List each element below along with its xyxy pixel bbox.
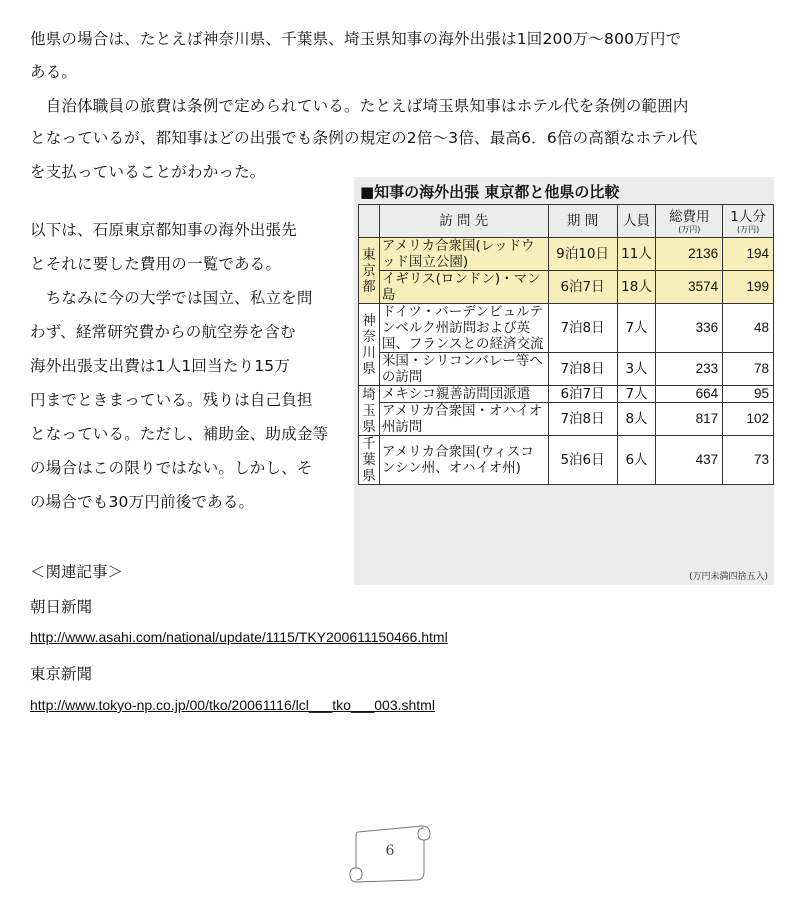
paragraph-line: ある。 (30, 63, 78, 81)
paragraph-line: 自治体職員の旅費は条例で定められている。たとえば埼玉県知事はホテル代を条例の範囲内 (30, 97, 689, 115)
paragraph-line: とそれに要した費用の一覧である。 (30, 255, 282, 273)
total-header-unit: (万円) (678, 224, 701, 234)
paragraph-line: 以下は、石原東京都知事の海外出張先 (30, 221, 297, 239)
related-heading: ＜関連記事＞ (30, 563, 124, 581)
per-person-cell: 199 (723, 271, 774, 304)
total-cell: 2136 (656, 238, 723, 271)
total-cell: 336 (656, 304, 723, 353)
destination-cell: アメリカ合衆国・オハイオ州訪問 (379, 403, 548, 436)
destination-header: 訪 問 先 (379, 205, 548, 238)
page-number: 6 (385, 843, 395, 859)
destination-cell: イギリス(ロンドン)・マン島 (379, 271, 548, 304)
per-person-cell: 73 (723, 436, 774, 485)
total-cell: 3574 (656, 271, 723, 304)
total-cell: 233 (656, 353, 723, 386)
people-cell: 7人 (617, 386, 656, 403)
paragraph-line: 他県の場合は、たとえば神奈川県、千葉県、埼玉県知事の海外出張は1回200万～800万円で (30, 30, 682, 48)
destination-cell: 米国・シリコンバレー等への訪問 (379, 353, 548, 386)
per-person-cell: 102 (723, 403, 774, 436)
destination-cell: メキシコ親善訪問団派遣 (379, 386, 548, 403)
group-header-cell (359, 205, 380, 238)
people-cell: 6人 (617, 436, 656, 485)
people-cell: 7人 (617, 304, 656, 353)
comparison-table (358, 204, 774, 485)
per-person-cell: 48 (723, 304, 774, 353)
table-row (359, 353, 774, 386)
table-row (359, 436, 774, 485)
table-header-row (359, 205, 774, 238)
period-cell: 6泊7日 (548, 386, 617, 403)
people-cell: 11人 (617, 238, 656, 271)
page-number-scroll (348, 822, 432, 884)
people-cell: 8人 (617, 403, 656, 436)
per-person-cell: 78 (723, 353, 774, 386)
per-person-header-label: 1人分 (730, 208, 766, 225)
period-header: 期 間 (548, 205, 617, 238)
source-tokyo: 東京新聞 (30, 665, 93, 683)
destination-cell: ドイツ・バーデンビュルテンベルク州訪問および英国、フランスとの経済交流 (379, 304, 548, 353)
per-person-cell: 194 (723, 238, 774, 271)
group-label-kanagawa: 神 奈 川 県 (359, 304, 380, 386)
paragraph-line: の場合はこの限りではない。しかし、そ (30, 459, 313, 477)
table-row (359, 271, 774, 304)
period-cell: 9泊10日 (548, 238, 617, 271)
source-asahi: 朝日新聞 (30, 598, 93, 616)
period-cell: 5泊6日 (548, 436, 617, 485)
period-cell: 7泊8日 (548, 403, 617, 436)
table-row (359, 403, 774, 436)
per-person-cell: 95 (723, 386, 774, 403)
tokyo-article-link[interactable]: http://www.tokyo-np.co.jp/00/tko/20061116/lcl___tko___003.shtml (30, 697, 435, 713)
figure-title: ■知事の海外出張 東京都と他県の比較 (360, 183, 620, 201)
total-header-label: 総費用 (669, 208, 710, 225)
total-cell: 437 (656, 436, 723, 485)
paragraph-line: の場合でも30万円前後である。 (30, 493, 255, 511)
total-cell: 817 (656, 403, 723, 436)
paragraph-line: ちなみに今の大学では国立、私立を問 (30, 289, 313, 307)
group-label-saitama: 埼 玉 県 (359, 386, 380, 436)
table-row (359, 304, 774, 353)
total-header (656, 205, 723, 238)
per-person-header-unit: (万円) (736, 224, 760, 234)
total-cell: 664 (656, 386, 723, 403)
people-header: 人員 (617, 205, 656, 238)
paragraph-line: となっている。ただし、補助金、助成金等 (30, 425, 329, 443)
table-row (359, 386, 774, 403)
period-cell: 7泊8日 (548, 353, 617, 386)
per-person-header (723, 205, 774, 238)
comparison-table-figure (354, 177, 774, 585)
destination-cell: アメリカ合衆国(ウィスコンシン州、オハイオ州) (379, 436, 548, 485)
paragraph-line: 海外出張支出費は1人1回当たり15万 (30, 357, 291, 375)
destination-cell: アメリカ合衆国(レッドウッド国立公園) (379, 238, 548, 271)
paragraph-line: となっているが、都知事はどの出張でも条例の規定の2倍～3倍、最高6．6倍の高額なホテル代 (30, 129, 698, 147)
people-cell: 3人 (617, 353, 656, 386)
table-row (359, 238, 774, 271)
period-cell: 7泊8日 (548, 304, 617, 353)
group-label-chiba: 千 葉 県 (359, 436, 380, 485)
table-footnote: (万円未満四捨五入) (688, 572, 768, 582)
paragraph-line: 円までときまっている。残りは自己負担 (30, 391, 313, 409)
people-cell: 18人 (617, 271, 656, 304)
group-label-tokyo: 東 京 都 (359, 238, 380, 304)
asahi-article-link[interactable]: http://www.asahi.com/national/update/1115/TKY200611150466.html (30, 629, 448, 645)
period-cell: 6泊7日 (548, 271, 617, 304)
paragraph-line: わず、経常研究費からの航空券を含む (30, 323, 296, 341)
paragraph-line: を支払っていることがわかった。 (30, 163, 266, 181)
